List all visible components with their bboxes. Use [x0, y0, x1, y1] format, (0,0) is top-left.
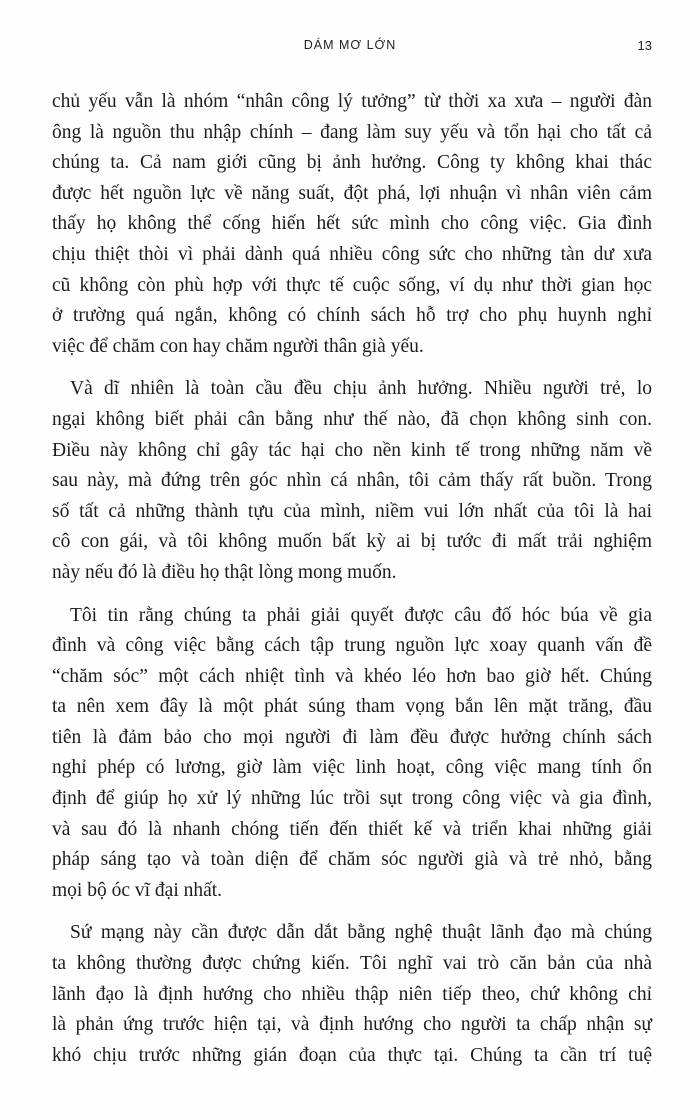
text-line: tiên là đảm bảo cho mọi người đi làm đều được hưởng chính sách: [52, 726, 652, 748]
text-line: việc để chăm con hay chăm người thân già yếu.: [52, 335, 424, 357]
text-line: đình và công việc bằng cách tập trung nguồn lực xoay quanh vấn đề: [52, 635, 652, 657]
text-line: mọi bộ óc vĩ đại nhất.: [52, 879, 223, 901]
text-line: này nếu đó là điều họ thật lòng mong muốn.: [52, 561, 397, 583]
text-line: Tôi tin rằng chúng ta phải giải quyết được câu đố hóc búa về gia: [70, 604, 652, 626]
text-line: định để giúp họ xử lý những lúc trồi sụt trong công việc và gia đình,: [52, 788, 652, 810]
text-line: nghỉ phép có lương, giờ làm việc linh hoạt, công việc mang tính ổn: [52, 757, 652, 779]
text-line: ta không thường được chứng kiến. Tôi nghĩ vai trò căn bản của nhà: [52, 953, 652, 975]
text-line: ta nên xem đây là một phát súng tham vọng bắn lên mặt trăng, đầu: [52, 696, 652, 718]
running-header: [0, 38, 700, 58]
paragraph: [52, 918, 652, 1071]
paragraph: [52, 87, 652, 362]
text-line: chúng ta. Cả nam giới cũng bị ảnh hưởng. Công ty không khai thác: [52, 152, 652, 174]
text-line: thấy họ không thể cống hiến hết sức mình cho công việc. Gia đình: [52, 213, 652, 235]
page-number: 13: [637, 38, 652, 53]
text-line: ông là nguồn thu nhập chính – đang làm suy yếu và tổn hại cho tất cả: [52, 121, 652, 143]
text-line: pháp sáng tạo và toàn diện để chăm sóc người già và trẻ nhỏ, bằng: [52, 849, 652, 871]
body-text: [52, 87, 652, 1083]
text-line: cũ không còn phù hợp với thực tế cuộc sống, ví dụ như thời gian học: [52, 274, 652, 296]
text-line: Và dĩ nhiên là toàn cầu đều chịu ảnh hưởng. Nhiều người trẻ, lo: [70, 378, 652, 400]
paragraph: [52, 601, 652, 907]
text-line: khó chịu trước những gián đoạn của thực tại. Chúng ta cần trí tuệ: [52, 1044, 652, 1066]
text-line: và sau đó là nhanh chóng tiến đến thiết kế và triển khai những giải: [52, 818, 652, 840]
text-line: là phản ứng trước hiện tại, và định hướng cho người ta chấp nhận sự: [52, 1014, 652, 1036]
text-line: Điều này không chỉ gây tác hại cho nền kinh tế trong những năm về: [52, 439, 652, 461]
text-line: cô con gái, và tôi không muốn bất kỳ ai bị tước đi mất trải nghiệm: [52, 531, 652, 553]
text-line: Sứ mạng này cần được dẫn dắt bằng nghệ thuật lãnh đạo mà chúng: [70, 922, 652, 944]
text-line: “chăm sóc” một cách nhiệt tình và khéo léo hơn bao giờ hết. Chúng: [52, 665, 652, 687]
text-line: ở trường quá ngắn, không có chính sách hỗ trợ cho phụ huynh nghỉ: [52, 305, 652, 327]
text-line: số tất cả những thành tựu của mình, niềm vui lớn nhất của tôi là hai: [52, 500, 652, 522]
text-line: sau này, mà đứng trên góc nhìn cá nhân, tôi cảm thấy rất buồn. Trong: [52, 470, 652, 492]
text-line: chịu thiệt thòi vì phải dành quá nhiều công sức cho những tàn dư xưa: [52, 243, 652, 265]
running-title: DÁM MƠ LỚN: [303, 38, 397, 52]
text-line: ngại không biết phải cân bằng như thế nào, đã chọn không sinh con.: [52, 408, 652, 430]
text-line: chủ yếu vẫn là nhóm “nhân công lý tưởng” từ thời xa xưa – người đàn: [52, 91, 652, 112]
text-line: được hết nguồn lực về năng suất, đột phá, lợi nhuận vì nhân viên cảm: [52, 182, 652, 204]
paragraph: [52, 374, 652, 588]
text-line: lãnh đạo là định hướng cho nhiều thập niên tiếp theo, chứ không chỉ: [52, 983, 652, 1005]
